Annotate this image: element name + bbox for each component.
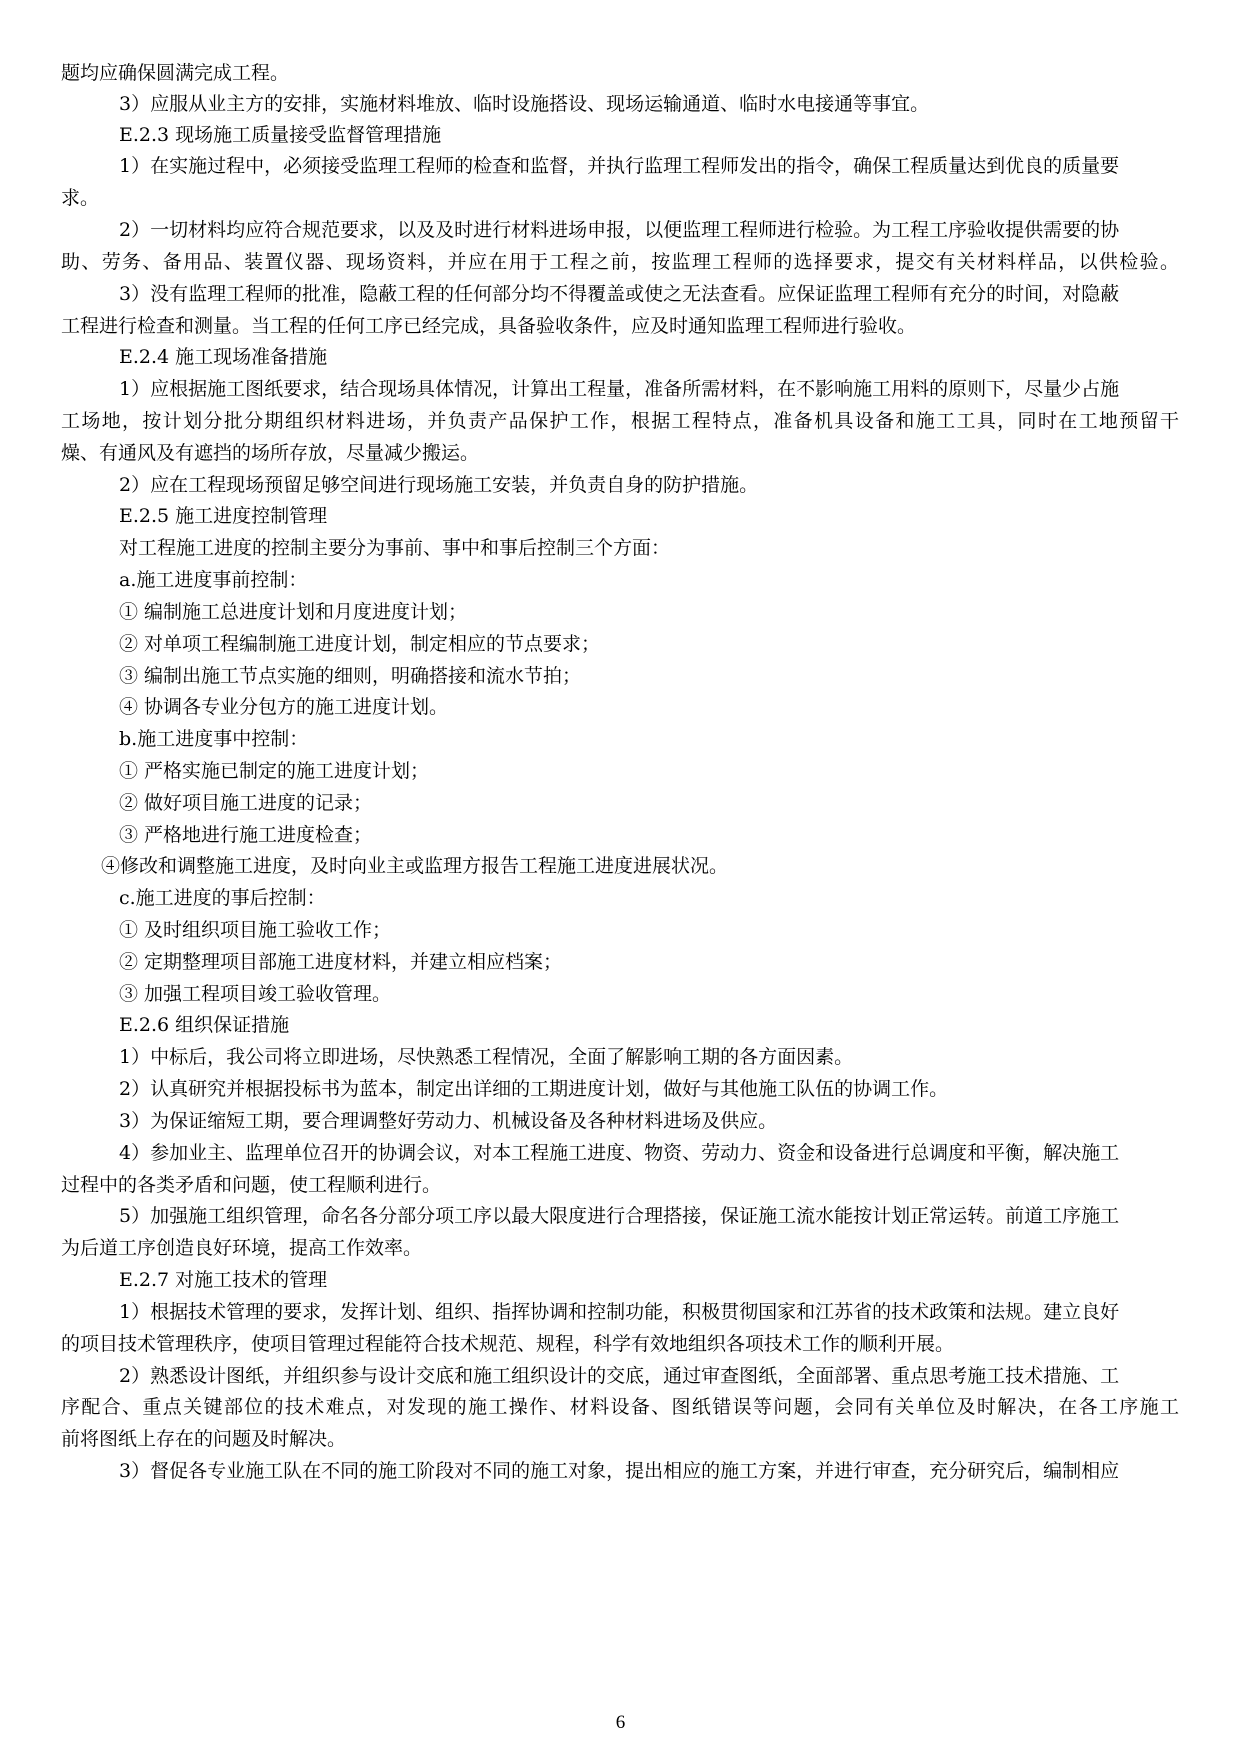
section-heading: E.2.6 组织保证措施	[119, 1014, 290, 1036]
text-line: 过程中的各类矛盾和问题，使工程顺利进行。	[61, 1174, 442, 1196]
text-line: 1）在实施过程中，必须接受监理工程师的检查和监督，并执行监理工程师发出的指令，确保工程质量达到优良的质量要	[119, 155, 1120, 177]
text-line: 3）应服从业主方的安排，实施材料堆放、临时设施搭设、现场运输通道、临时水电接通等事宜。	[119, 93, 930, 115]
text-line: 2）认真研究并根据投标书为蓝本，制定出详细的工期进度计划，做好与其他施工队伍的协调工作。	[119, 1078, 949, 1100]
text-line: 2）应在工程现场预留足够空间进行现场施工安装，并负责自身的防护措施。	[119, 474, 759, 496]
text-line: 工程进行检查和测量。当工程的任何工序已经完成，具备验收条件，应及时通知监理工程师进行验收。	[61, 315, 917, 337]
text-line: 1）中标后，我公司将立即进场，尽快熟悉工程情况，全面了解影响工期的各方面因素。	[119, 1046, 854, 1068]
text-line: 2）一切材料均应符合规范要求，以及及时进行材料进场申报，以便监理工程师进行检验。为工程工序验收提供需要的协	[119, 219, 1120, 241]
list-item: ② 做好项目施工进度的记录；	[119, 792, 373, 814]
text-line: 的项目技术管理秩序，使项目管理过程能符合技术规范、规程，科学有效地组织各项技术工作的顺利开展。	[61, 1333, 955, 1355]
text-line: 燥、有通风及有遮挡的场所存放，尽量减少搬运。	[61, 442, 480, 464]
section-heading: E.2.5 施工进度控制管理	[119, 505, 328, 527]
list-item: ③ 加强工程项目竣工验收管理。	[119, 983, 392, 1005]
text-line: 工场地，按计划分批分期组织材料进场，并负责产品保护工作，根据工程特点，准备机具设备和施工工具，同时在工地预留干	[61, 410, 1179, 432]
text-line: 1）根据技术管理的要求，发挥计划、组织、指挥协调和控制功能，积极贯彻国家和江苏省的技术政策和法规。建立良好	[119, 1301, 1120, 1323]
section-heading: E.2.3 现场施工质量接受监督管理措施	[119, 124, 442, 146]
text-line: 前将图纸上存在的问题及时解决。	[61, 1428, 347, 1450]
text-line: 3）督促各专业施工队在不同的施工阶段对不同的施工对象，提出相应的施工方案，并进行审查，充分研究后，编制相应	[119, 1460, 1120, 1482]
list-item: ① 编制施工总进度计划和月度进度计划；	[119, 601, 468, 623]
list-item: ② 对单项工程编制施工进度计划，制定相应的节点要求；	[119, 633, 601, 655]
text-line: 求。	[61, 187, 100, 209]
section-heading: E.2.7 对施工技术的管理	[119, 1269, 328, 1291]
list-item: ② 定期整理项目部施工进度材料，并建立相应档案；	[119, 951, 563, 973]
text-line: 序配合、重点关键部位的技术难点，对发现的施工操作、材料设备、图纸错误等问题，会同有关单位及时解决，在各工序施工	[61, 1396, 1179, 1418]
list-item: ① 及时组织项目施工验收工作；	[119, 919, 392, 941]
text-line: 5）加强施工组织管理，命名各分部分项工序以最大限度进行合理搭接，保证施工流水能按计划正常运转。前道工序施工	[119, 1205, 1120, 1227]
list-item: ④ 协调各专业分包方的施工进度计划。	[119, 696, 449, 718]
subheading: c.施工进度的事后控制：	[119, 887, 326, 909]
list-item: ④修改和调整施工进度，及时向业主或监理方报告工程施工进度进展状况。	[101, 855, 729, 877]
text-line: 2）熟悉设计图纸，并组织参与设计交底和施工组织设计的交底，通过审查图纸，全面部署、重点思考施工技术措施、工	[119, 1365, 1120, 1387]
list-item: ③ 严格地进行施工进度检查；	[119, 824, 373, 846]
text-line: 助、劳务、备用品、装置仪器、现场资料，并应在用于工程之前，按监理工程师的选择要求，提交有关材料样品，以供检验。	[61, 251, 1179, 273]
list-item: ③ 编制出施工节点实施的细则，明确搭接和流水节拍；	[119, 665, 582, 687]
section-heading: E.2.4 施工现场准备措施	[119, 346, 328, 368]
page-number: 6	[615, 1712, 626, 1733]
subheading: a.施工进度事前控制：	[119, 569, 308, 591]
text-line: 1）应根据施工图纸要求，结合现场具体情况，计算出工程量，准备所需材料，在不影响施工用料的原则下，尽量少占施	[119, 378, 1120, 400]
text-line: 对工程施工进度的控制主要分为事前、事中和事后控制三个方面：	[119, 537, 671, 559]
text-line: 3）没有监理工程师的批准，隐蔽工程的任何部分均不得覆盖或使之无法查看。应保证监理工程师有充分的时间，对隐蔽	[119, 283, 1120, 305]
text-line: 为后道工序创造良好环境，提高工作效率。	[61, 1237, 423, 1259]
subheading: b.施工进度事中控制：	[119, 728, 309, 750]
text-line: 4）参加业主、监理单位召开的协调会议，对本工程施工进度、物资、劳动力、资金和设备进行总调度和平衡，解决施工	[119, 1142, 1120, 1164]
text-line: 题均应确保圆满完成工程。	[61, 62, 290, 84]
list-item: ① 严格实施已制定的施工进度计划；	[119, 760, 430, 782]
text-line: 3）为保证缩短工期，要合理调整好劳动力、机械设备及各种材料进场及供应。	[119, 1110, 778, 1132]
